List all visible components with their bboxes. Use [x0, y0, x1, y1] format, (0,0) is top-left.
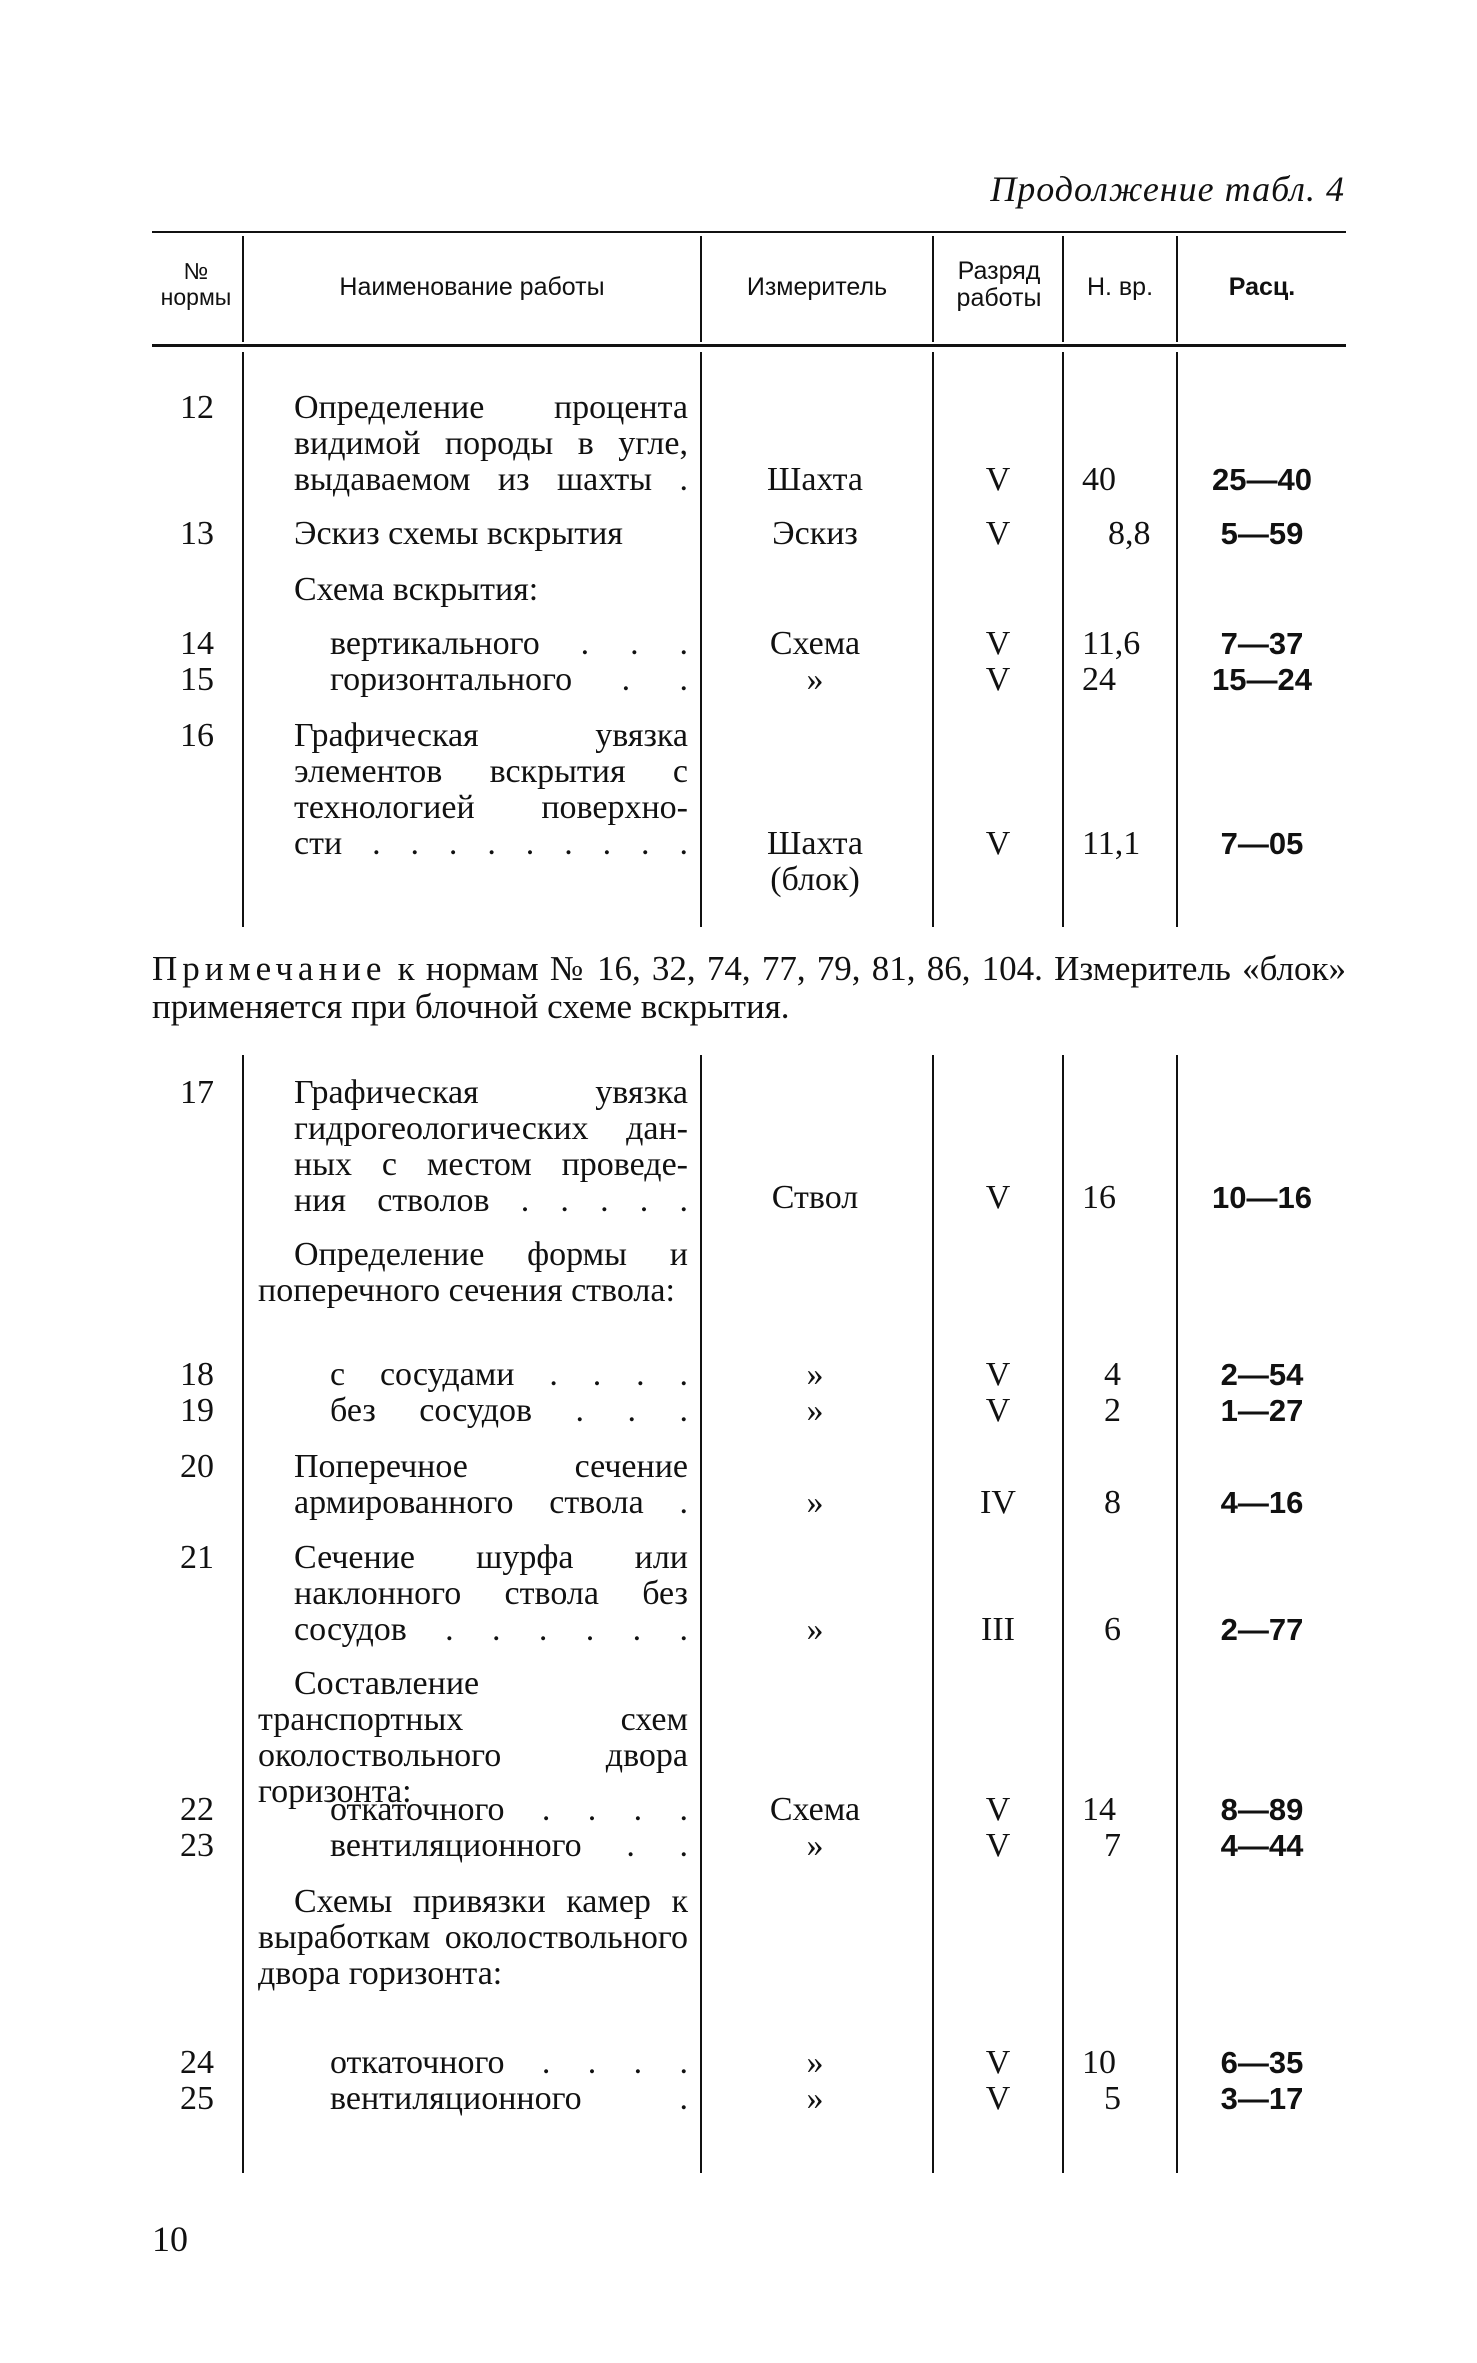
row-measure: Ствол: [771, 1179, 859, 1216]
row-measure: Схема: [769, 1791, 861, 1828]
row-grade: V: [985, 461, 1011, 498]
header-norm-time: Н. вр.: [1086, 273, 1154, 301]
row-rate: 5—59: [1220, 516, 1304, 551]
row-rate: 3—17: [1220, 2081, 1304, 2116]
name-line: сосудов . . . . . .: [294, 1611, 688, 1648]
row-grade: V: [985, 2044, 1011, 2081]
name-line: Графическая увязка: [294, 1074, 688, 1111]
row-measure: »: [806, 1392, 824, 1429]
row-rate: 2—77: [1220, 1612, 1304, 1647]
row-rate: 8—89: [1220, 1792, 1304, 1827]
header-rate: Расц.: [1228, 273, 1296, 301]
header-divider: [1176, 236, 1178, 342]
row-grade: V: [985, 661, 1011, 698]
column-rule: [1062, 1055, 1064, 2173]
row-rate: 7—37: [1220, 626, 1304, 661]
name-line: Графическая увязка: [294, 717, 688, 754]
header-measure: Измеритель: [746, 273, 888, 301]
row-grade: V: [985, 1356, 1011, 1393]
row-grade: III: [981, 1611, 1015, 1648]
row-norm-time: 8,8: [1108, 515, 1151, 552]
row-number: 14: [180, 625, 214, 662]
header-divider: [242, 236, 244, 342]
row-number: 15: [180, 661, 214, 698]
name-line: вертикального . . .: [330, 625, 688, 662]
name-line: ных с местом проведе-: [294, 1146, 688, 1183]
row-measure: Эскиз: [772, 515, 858, 552]
row-norm-time: 10: [1082, 2044, 1116, 2081]
row-measure: Шахта (блок): [767, 825, 863, 898]
row-rate: 7—05: [1220, 826, 1304, 861]
row-norm-time: 2: [1104, 1392, 1121, 1429]
column-rule: [1062, 352, 1064, 927]
name-line: Сечение шурфа или: [294, 1539, 688, 1576]
row-name: [330, 1393, 688, 1429]
row-measure: »: [806, 2080, 824, 2117]
row-norm-time: 5: [1104, 2080, 1121, 2117]
row-number: 13: [180, 515, 214, 552]
name-line: выдаваемом из шахты .: [294, 461, 688, 498]
row-rate: 25—40: [1212, 462, 1312, 497]
row-rate: 4—16: [1220, 1485, 1304, 1520]
row-norm-time: 8: [1104, 1484, 1121, 1521]
name-line: вентиляционного . .: [330, 1827, 688, 1864]
row-name: [258, 1449, 688, 1521]
table-note: [152, 950, 1346, 1026]
name-line: сти . . . . . . . . .: [294, 825, 688, 862]
row-grade: V: [985, 625, 1011, 662]
table-caption: Продолжение табл. 4: [990, 169, 1345, 209]
header-name: Наименование работы: [339, 273, 605, 301]
row-measure: »: [806, 1356, 824, 1393]
row-norm-time: 11,1: [1082, 825, 1141, 862]
row-name: [258, 390, 688, 498]
row-norm-time: 14: [1082, 1791, 1116, 1828]
row-measure: »: [806, 661, 824, 698]
header-divider: [700, 236, 702, 342]
column-rule: [242, 1055, 244, 2173]
row-number: 18: [180, 1356, 214, 1393]
row-grade: IV: [980, 1484, 1016, 1521]
row-grade: V: [985, 2080, 1011, 2117]
name-line: с сосудами . . . .: [330, 1356, 688, 1393]
row-name: [330, 1828, 688, 1864]
header-num: № нормы: [160, 258, 232, 310]
row-rate: 6—35: [1220, 2045, 1304, 2080]
row-rate: 4—44: [1220, 1828, 1304, 1863]
row-name: [330, 2081, 688, 2117]
row-name: [258, 718, 688, 862]
row-rate: 10—16: [1212, 1180, 1312, 1215]
row-grade: V: [985, 515, 1011, 552]
name-line: технологией поверхно-: [294, 789, 688, 826]
name-line: Эскиз схемы вскрытия: [294, 515, 623, 552]
row-name: [330, 626, 688, 662]
row-grade: V: [985, 1392, 1011, 1429]
row-number: 25: [180, 2080, 214, 2117]
note-label: Примечание: [152, 949, 387, 988]
name-line: видимой породы в угле,: [294, 425, 688, 462]
name-line: вентиляционного .: [330, 2080, 688, 2117]
row-number: 21: [180, 1539, 214, 1576]
name-line: Поперечное сечение: [294, 1448, 688, 1485]
name-line: откаточного . . . .: [330, 2044, 688, 2081]
row-norm-time: 4: [1104, 1356, 1121, 1393]
row-name: [258, 1540, 688, 1648]
row-number: 19: [180, 1392, 214, 1429]
row-rate: 15—24: [1212, 662, 1312, 697]
name-line: армированного ствола .: [294, 1484, 688, 1521]
row-number: 22: [180, 1791, 214, 1828]
row-norm-time: 6: [1104, 1611, 1121, 1648]
note-text: к нормам № 16, 32, 74, 77, 79, 81, 86, 104. Измеритель «блок» применяется при блочной схеме вскрытия.: [152, 949, 1346, 1026]
row-name: [330, 2045, 688, 2081]
row-norm-time: 11,6: [1082, 625, 1141, 662]
row-grade: V: [985, 1179, 1011, 1216]
row-measure: Схема: [769, 625, 861, 662]
row-name: [330, 1357, 688, 1393]
row-number: 20: [180, 1448, 214, 1485]
group-heading: Составление транспортных схем околоствольного двора горизонта:: [258, 1665, 688, 1810]
row-name: [330, 662, 688, 698]
row-norm-time: 40: [1082, 461, 1116, 498]
header-divider: [932, 236, 934, 342]
row-name: [258, 516, 688, 552]
row-grade: V: [985, 825, 1011, 862]
row-measure: »: [806, 1611, 824, 1648]
row-grade: V: [985, 1791, 1011, 1828]
row-norm-time: 7: [1104, 1827, 1121, 1864]
column-rule: [242, 352, 244, 927]
header-bottom-rule: [152, 344, 1346, 347]
name-line: Определение процента: [294, 389, 688, 426]
row-rate: 2—54: [1220, 1357, 1304, 1392]
name-line: наклонного ствола без: [294, 1575, 688, 1612]
row-measure: Шахта: [767, 461, 863, 498]
row-measure: »: [806, 1827, 824, 1864]
row-measure: »: [806, 2044, 824, 2081]
name-line: ния стволов . . . . .: [294, 1182, 688, 1219]
page-number: 10: [152, 2219, 188, 2259]
name-line: гидрогеологических дан-: [294, 1110, 688, 1147]
group-heading: Схема вскрытия:: [294, 571, 539, 608]
row-norm-time: 24: [1082, 661, 1116, 698]
table-top-rule: [152, 231, 1346, 233]
name-line: элементов вскрытия с: [294, 753, 688, 790]
row-norm-time: 16: [1082, 1179, 1116, 1216]
row-name: [258, 1075, 688, 1219]
row-rate: 1—27: [1220, 1393, 1304, 1428]
name-line: без сосудов . . .: [330, 1392, 688, 1429]
row-number: 12: [180, 389, 214, 426]
row-number: 23: [180, 1827, 214, 1864]
name-line: откаточного . . . .: [330, 1791, 688, 1828]
name-line: горизонтального . .: [330, 661, 688, 698]
row-name: [330, 1792, 688, 1828]
row-number: 16: [180, 717, 214, 754]
group-heading: Определение формы и поперечного сечения ствола:: [258, 1236, 688, 1309]
header-grade: Разряд работы: [956, 257, 1042, 312]
row-measure: »: [806, 1484, 824, 1521]
row-number: 17: [180, 1074, 214, 1111]
header-divider: [1062, 236, 1064, 342]
row-number: 24: [180, 2044, 214, 2081]
row-grade: V: [985, 1827, 1011, 1864]
group-heading: Схемы привязки камер к выработкам околоствольного двора горизонта:: [258, 1883, 688, 1992]
